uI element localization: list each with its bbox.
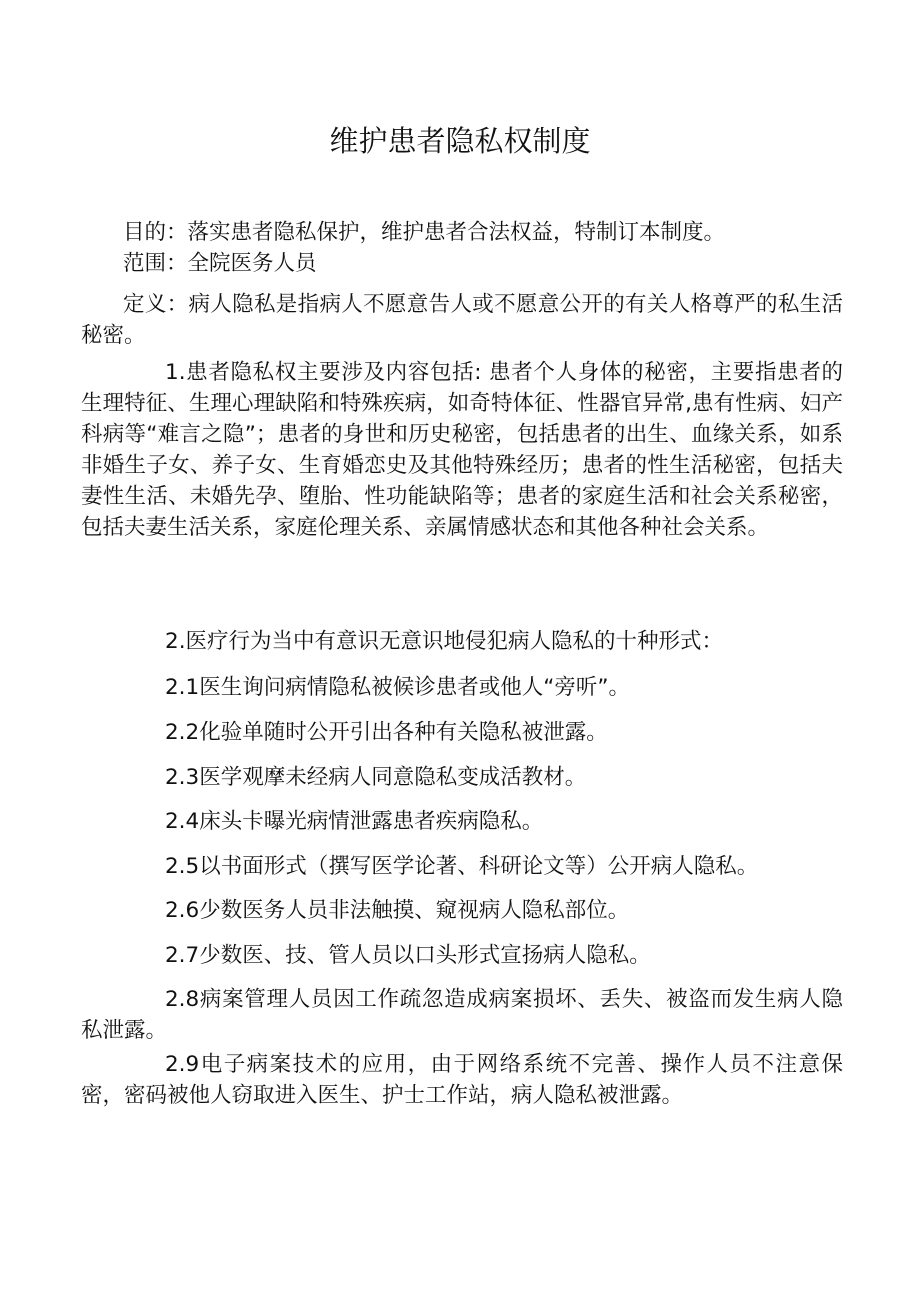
section-2-paragraph	[81, 626, 843, 657]
item-number: 2.4	[165, 809, 200, 834]
item-text: 床头卡曝光病情泄露患者疾病隐私。	[199, 809, 544, 834]
scope-paragraph: 范围：全院医务人员	[123, 251, 317, 276]
item-2-2	[81, 717, 843, 748]
item-2-1	[81, 672, 843, 703]
definition-paragraph: 定义：病人隐私是指病人不愿意告人或不愿意公开的有关人格尊严的私生活秘密。	[81, 292, 843, 348]
item-number: 2.1	[165, 675, 200, 700]
item-2-5	[81, 851, 843, 882]
item-text: 以书面形式（撰写医学论著、科研论文等）公开病人隐私。	[199, 854, 759, 879]
item-number: 2.5	[165, 854, 200, 879]
section-1-paragraph	[81, 357, 843, 543]
list-item	[81, 762, 843, 793]
item-text: 少数医、技、管人员以口头形式宣扬病人隐私。	[199, 943, 651, 968]
section-2-number: 2	[165, 629, 179, 654]
list-item	[81, 851, 843, 882]
item-text: 医生询问病情隐私被候诊患者或他人“旁听”。	[199, 675, 630, 700]
item-text: 病案管理人员因工作疏忽造成病案损坏、丢失、被盗而发生病人隐私泄露。	[81, 987, 843, 1043]
item-text: 医学观摩未经病人同意隐私变成活教材。	[199, 765, 587, 790]
list-item	[81, 940, 843, 971]
list-item	[81, 984, 843, 1046]
section-2-heading	[81, 626, 843, 657]
section-1-number: 1	[165, 360, 179, 385]
list-item	[81, 672, 843, 703]
list-item	[81, 895, 843, 926]
item-number: 2.7	[165, 943, 200, 968]
intro-block	[81, 217, 843, 351]
item-2-6	[81, 895, 843, 926]
item-2-9	[81, 1049, 843, 1111]
section-2-text: .医疗行为当中有意识无意识地侵犯病人隐私的十种形式：	[178, 629, 724, 654]
item-2-7	[81, 940, 843, 971]
item-text: 少数医务人员非法触摸、窥视病人隐私部位。	[199, 898, 630, 923]
item-number: 2.2	[165, 720, 200, 745]
item-number: 2.9	[165, 1052, 200, 1077]
item-2-4	[81, 806, 843, 837]
section-1-text: .患者隐私权主要涉及内容包括: 患者个人身体的秘密，主要指患者的生理特征、生理心理缺陷和特殊疾病，如奇特体征、性器官异常,患有性病、妇产科病等“难言之隐”；患者的身世和历史秘密，包括患者的出生、血缘关系，如系非婚生子女、养子女、生育婚恋史及其他特殊经历；患者的性生活秘密，包括夫妻性生活、未婚先孕、堕胎、性功能缺陷等；患者的家庭生活和社会关系秘密，包括夫妻生活关系，家庭伦理关系、亲属情感状态和其他各种社会关系。	[81, 360, 843, 540]
item-text: 电子病案技术的应用，由于网络系统不完善、操作人员不注意保密，密码被他人窃取进入医生、护士工作站，病人隐私被泄露。	[81, 1052, 843, 1108]
list-item	[81, 806, 843, 837]
list-item	[81, 1049, 843, 1111]
item-2-8	[81, 984, 843, 1046]
section-1	[81, 357, 843, 543]
item-2-3	[81, 762, 843, 793]
list-item	[81, 717, 843, 748]
item-number: 2.8	[165, 987, 200, 1012]
document-title: 维护患者隐私权制度	[329, 124, 591, 158]
item-number: 2.3	[165, 765, 200, 790]
item-text: 化验单随时公开引出各种有关隐私被泄露。	[199, 720, 608, 745]
purpose-paragraph: 目的：落实患者隐私保护，维护患者合法权益，特制订本制度。	[123, 220, 726, 245]
item-number: 2.6	[165, 898, 200, 923]
